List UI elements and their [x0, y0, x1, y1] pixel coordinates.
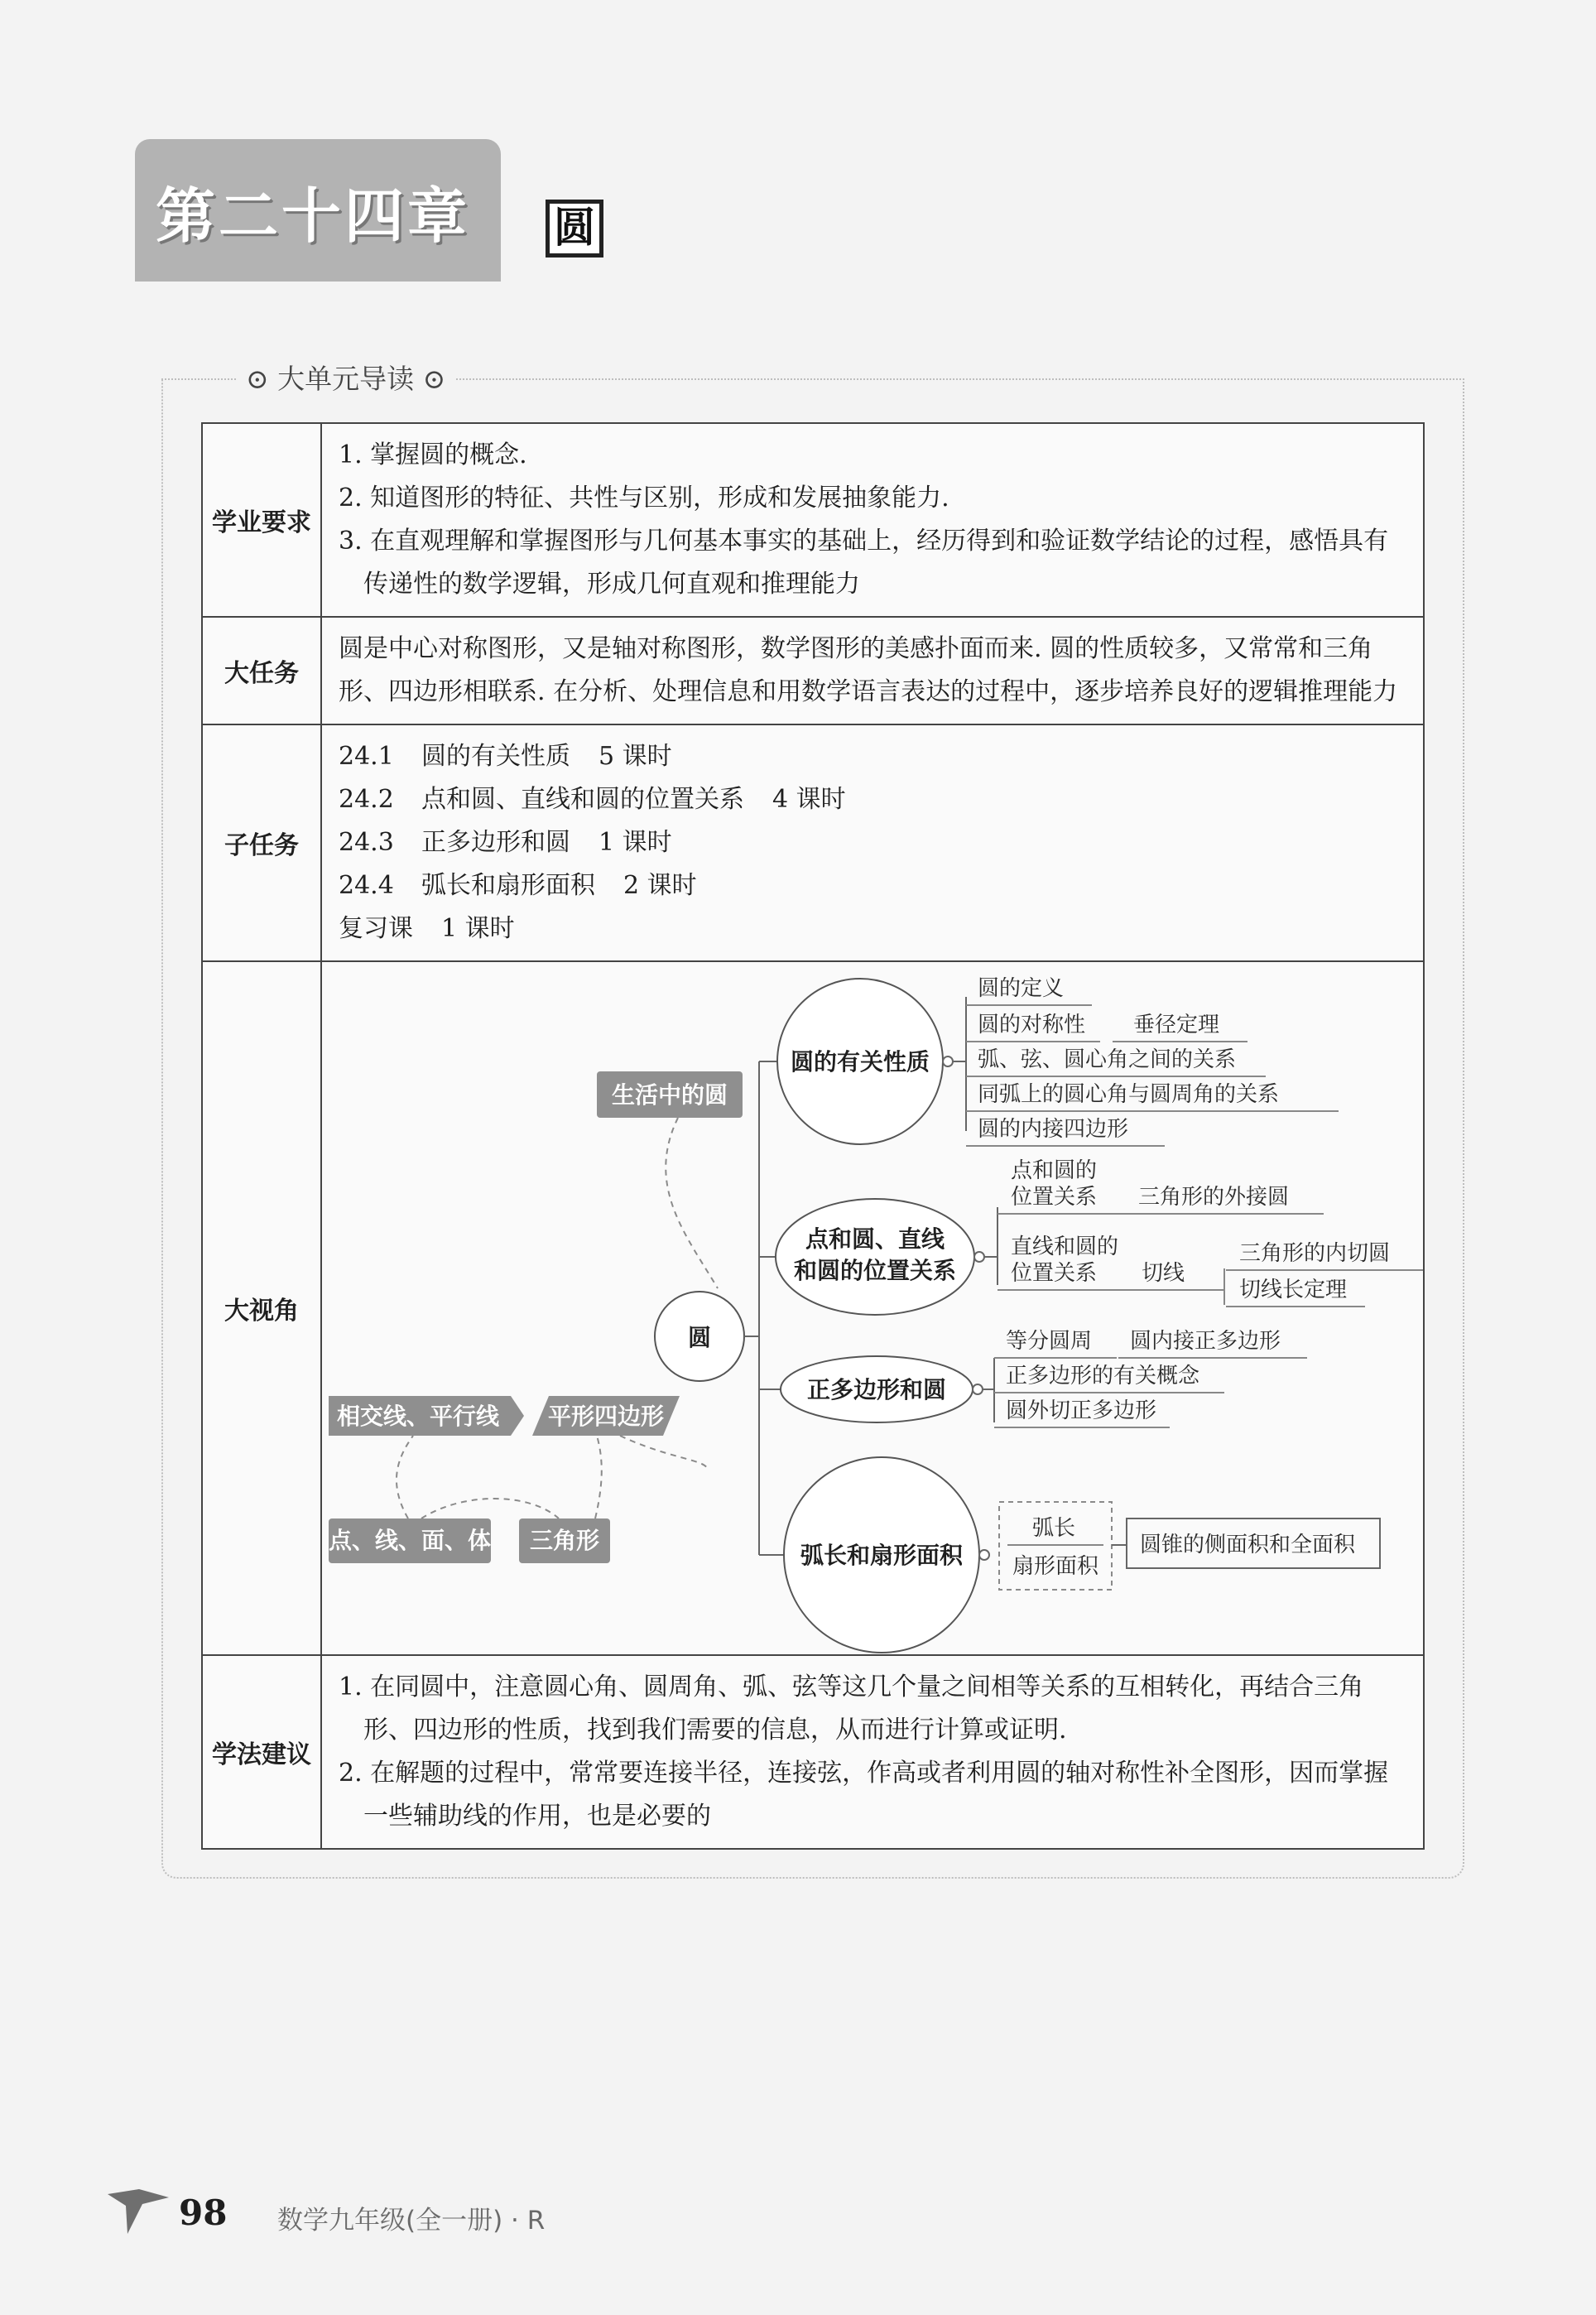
row-label-requirements: 学业要求 — [202, 423, 321, 617]
connector-dot — [979, 1550, 989, 1560]
leaf: 圆的定义 — [978, 976, 1065, 1001]
leaf: 正多边形的有关概念 — [1006, 1364, 1200, 1389]
requirements-content — [321, 423, 1424, 617]
leaf: 弧长 — [1032, 1516, 1076, 1541]
tag-parallelogram: 平形四边形 — [547, 1403, 665, 1430]
leaf: 弧、弦、圆心角之间的关系 — [978, 1047, 1237, 1072]
leaf: 圆外切正多边形 — [1006, 1398, 1157, 1423]
branch-lines — [953, 997, 966, 1131]
row-label-perspective: 大视角 — [202, 961, 321, 1655]
branch-title: 正多边形和圆 — [806, 1376, 947, 1403]
leaf: 圆的内接四边形 — [978, 1117, 1129, 1142]
tag-triangle: 三角形 — [529, 1527, 600, 1554]
branch-positions — [776, 1158, 1423, 1315]
tag-points: 点、线、面、体 — [328, 1527, 492, 1554]
row-label-subtasks: 子任务 — [202, 724, 321, 961]
branch-title: 弧长和扇形面积 — [800, 1542, 964, 1569]
advice-content — [321, 1655, 1424, 1849]
leaf: 直线和圆的 — [1011, 1235, 1119, 1259]
book-title: 数学九年级(全一册) · R — [277, 2206, 546, 2236]
branch-properties — [777, 976, 1339, 1146]
connector-dot — [973, 1384, 983, 1394]
leaf: 扇形面积 — [1012, 1554, 1099, 1579]
table-row — [202, 724, 1424, 961]
row-label-task: 大任务 — [202, 617, 321, 724]
list-item: 2. 知道图形的特征、共性与区别，形成和发展抽象能力. — [339, 484, 949, 513]
page-corner-icon — [106, 2186, 171, 2237]
list-item: 3. 在直观理解和掌握图形与几何基本事实的基础上，经历得到和验证数学结论的过程，感悟具有传递性的数学逻辑，形成几何直观和推理能力 — [339, 527, 1389, 599]
mindmap — [322, 962, 1423, 1654]
leaf: 切线长定理 — [1239, 1278, 1348, 1302]
row-label-advice: 学法建议 — [202, 1655, 321, 1849]
list-item: 24.1 圆的有关性质 5 课时 — [339, 742, 672, 771]
branch-polygons — [781, 1329, 1307, 1427]
arrow — [666, 1118, 718, 1288]
list-item: 24.4 弧长和扇形面积 2 课时 — [339, 871, 697, 900]
tag-lines: 相交线、平行线 — [336, 1403, 500, 1430]
list-item: 复习课 1 课时 — [339, 914, 515, 943]
task-content: 圆是中心对称图形，又是轴对称图形，数学图形的美感扑面而来. 圆的性质较多，又常常和三角形、四边形相联系. 在分析、处理信息和用数学语言表达的过程中，逐步培养良好的逻辑推理能力 — [321, 617, 1424, 724]
branch-arc-length — [784, 1457, 1380, 1653]
leaf: 同弧上的圆心角与圆周角的关系 — [978, 1082, 1280, 1107]
mindmap-center — [655, 1061, 786, 1555]
connector-dot — [974, 1252, 984, 1262]
branch-lines — [984, 1207, 997, 1285]
branch-title: 圆的有关性质 — [790, 1048, 930, 1076]
leaf: 点和圆的 — [1011, 1158, 1098, 1183]
leaf: 位置关系 — [1011, 1261, 1098, 1286]
list-item: 24.2 点和圆、直线和圆的位置关系 4 课时 — [339, 785, 846, 814]
subtasks-content — [321, 724, 1424, 961]
list-item: 24.3 正多边形和圆 1 课时 — [339, 828, 672, 857]
arrow — [421, 1499, 559, 1518]
table-row — [202, 1655, 1424, 1849]
branch-title: 点和圆、直线 — [805, 1225, 945, 1253]
center-label: 圆 — [687, 1324, 712, 1351]
connector-dot — [943, 1056, 953, 1066]
leaf: 垂径定理 — [1133, 1013, 1220, 1037]
table-row — [202, 423, 1424, 617]
leaf: 三角形的外接圆 — [1138, 1185, 1290, 1210]
unit-guide-table — [201, 422, 1425, 1850]
list-item: 1. 在同圆中，注意圆心角、圆周角、弧、弦等这几个量之间相等关系的互相转化，再结合三角形、四边形的性质，找到我们需要的信息，从而进行计算或证明. — [339, 1672, 1364, 1745]
leaf: 切线 — [1142, 1261, 1185, 1286]
chapter-title: 第二十四章 — [156, 181, 471, 251]
arrow — [620, 1436, 708, 1469]
branch-title: 和圆的位置关系 — [793, 1257, 957, 1284]
table-row — [202, 617, 1424, 724]
leaf: 圆锥的侧面积和全面积 — [1140, 1533, 1356, 1557]
branch-lines — [983, 1358, 994, 1422]
table-row — [202, 961, 1424, 1655]
page-number: 98 — [179, 2192, 228, 2233]
trunk-lines — [744, 1061, 786, 1555]
mindmap-cell — [321, 961, 1424, 1655]
chapter-subject: 圆 — [546, 200, 603, 257]
branch-lines — [1209, 1268, 1224, 1305]
tag-life: 生活中的圆 — [611, 1081, 728, 1109]
list-item: 2. 在解题的过程中，常常要连接半径，连接弦，作高或者利用圆的轴对称性补全图形，因而掌握一些辅助线的作用，也是必要的 — [339, 1759, 1389, 1831]
section-label: ⊙ 大单元导读 ⊙ — [236, 358, 455, 397]
leaf: 圆内接正多边形 — [1130, 1329, 1281, 1354]
leaf: 位置关系 — [1011, 1185, 1098, 1210]
arrow — [397, 1436, 413, 1518]
leaf: 圆的对称性 — [978, 1013, 1086, 1037]
leaf: 三角形的内切圆 — [1239, 1241, 1391, 1266]
arrow — [595, 1436, 602, 1518]
list-item: 1. 掌握圆的概念. — [339, 440, 527, 469]
leaf: 等分圆周 — [1006, 1329, 1093, 1354]
